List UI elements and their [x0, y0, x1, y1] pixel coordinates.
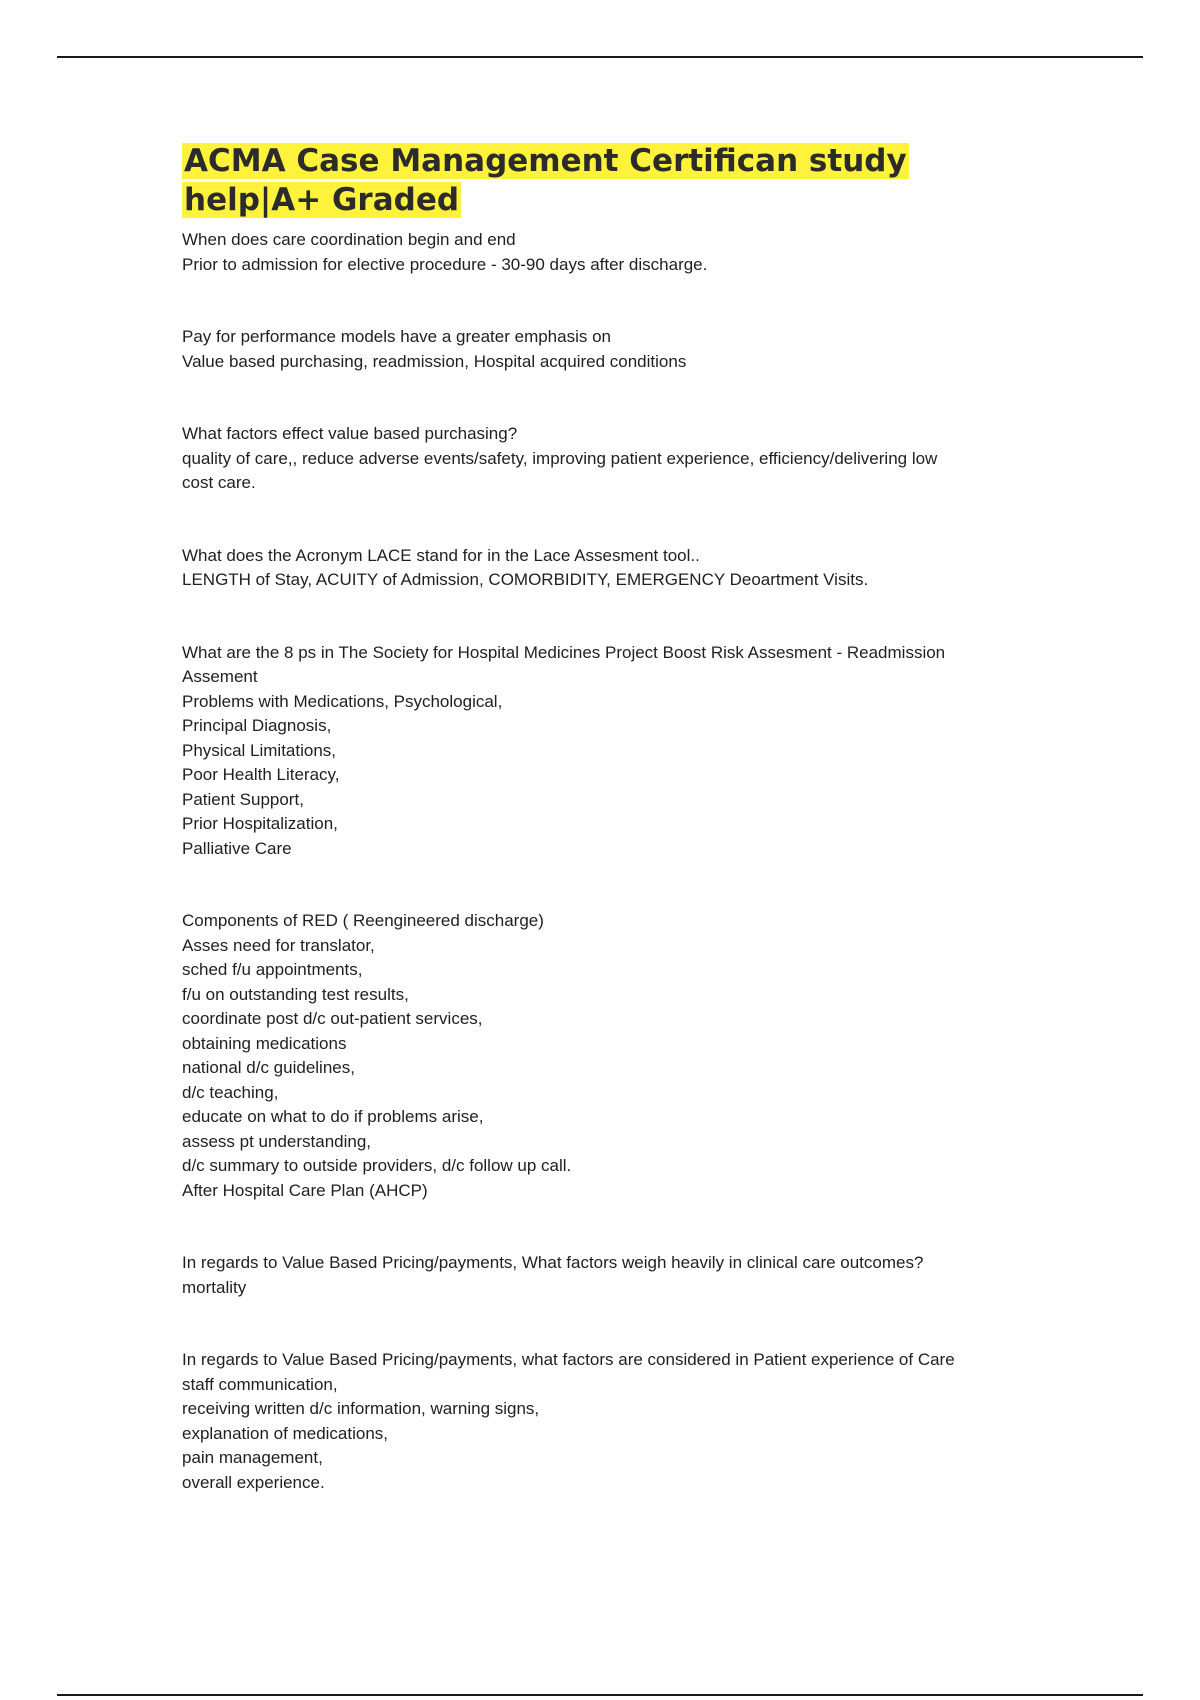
answer-line: staff communication, [182, 1374, 338, 1394]
answer-line: Principal Diagnosis, [182, 716, 332, 735]
answer-line: Palliative Care [182, 838, 292, 858]
qa-block-8 [182, 1348, 1052, 1495]
answer-line: LENGTH of Stay, ACUITY of Admission, COMORBIDITY, EMERGENCY Deoartment Visits. [182, 570, 869, 589]
answer-line: overall experience. [182, 1472, 325, 1492]
answer-line: receiving written d/c information, warning signs, [182, 1399, 540, 1418]
answer-line: mortality [182, 1277, 247, 1297]
question: What are the 8 ps in The Society for Hospital Medicines Project Boost Risk Assesment - Readmission [182, 642, 946, 662]
title-line-1: ACMA Case Management Certifican study [184, 143, 907, 179]
answer-line: quality of care,, reduce adverse events/safety, improving patient experience, efficiency/delivering low [182, 448, 938, 468]
question: What factors effect value based purchasing? [182, 424, 518, 443]
answer-line: Patient Support, [182, 789, 304, 809]
answer-line: Prior to admission for elective procedure - 30-90 days after discharge. [182, 254, 708, 274]
answer-line: obtaining medications [182, 1033, 347, 1053]
qa-block-4 [182, 544, 1052, 593]
answer-line: Poor Health Literacy, [182, 765, 340, 784]
qa-block-1 [182, 228, 1052, 277]
answer-line: national d/c guidelines, [182, 1058, 355, 1077]
question: When does care coordination begin and end [182, 230, 516, 249]
document-body [182, 142, 1052, 1543]
answer-line: sched f/u appointments, [182, 960, 363, 979]
bottom-rule [57, 1694, 1143, 1696]
qa-block-7 [182, 1251, 1052, 1300]
document-title [182, 142, 1052, 220]
answer-line: Problems with Medications, Psychological, [182, 691, 503, 711]
top-rule [57, 56, 1143, 58]
answer-line: Prior Hospitalization, [182, 814, 338, 833]
question: Pay for performance models have a greater emphasis on [182, 327, 612, 346]
answer-line: cost care. [182, 473, 256, 492]
answer-line: coordinate post d/c out-patient services, [182, 1009, 483, 1028]
qa-block-3 [182, 422, 1052, 496]
answer-line: explanation of medications, [182, 1423, 389, 1443]
answer-line: After Hospital Care Plan (AHCP) [182, 1180, 428, 1200]
question: Components of RED ( Reengineered discharge) [182, 911, 544, 930]
qa-block-5 [182, 641, 1052, 862]
question: In regards to Value Based Pricing/payments, What factors weigh heavily in clinical care outcomes? [182, 1253, 924, 1272]
answer-line: d/c summary to outside providers, d/c follow up call. [182, 1156, 572, 1175]
answer-line: Physical Limitations, [182, 740, 337, 760]
answer-line: educate on what to do if problems arise, [182, 1107, 484, 1126]
title-line-2: help|A+ Graded [184, 182, 460, 218]
answer-line: Value based purchasing, readmission, Hospital acquired conditions [182, 351, 687, 371]
question: In regards to Value Based Pricing/payments, what factors are considered in Patient experience of Care [182, 1350, 955, 1369]
question: Assement [182, 667, 258, 686]
answer-line: pain management, [182, 1448, 323, 1467]
qa-block-2 [182, 325, 1052, 374]
answer-line: d/c teaching, [182, 1082, 279, 1102]
question: What does the Acronym LACE stand for in the Lace Assesment tool.. [182, 545, 700, 565]
answer-line: Asses need for translator, [182, 935, 375, 955]
answer-line: f/u on outstanding test results, [182, 984, 409, 1004]
qa-block-6 [182, 909, 1052, 1203]
answer-line: assess pt understanding, [182, 1131, 372, 1151]
